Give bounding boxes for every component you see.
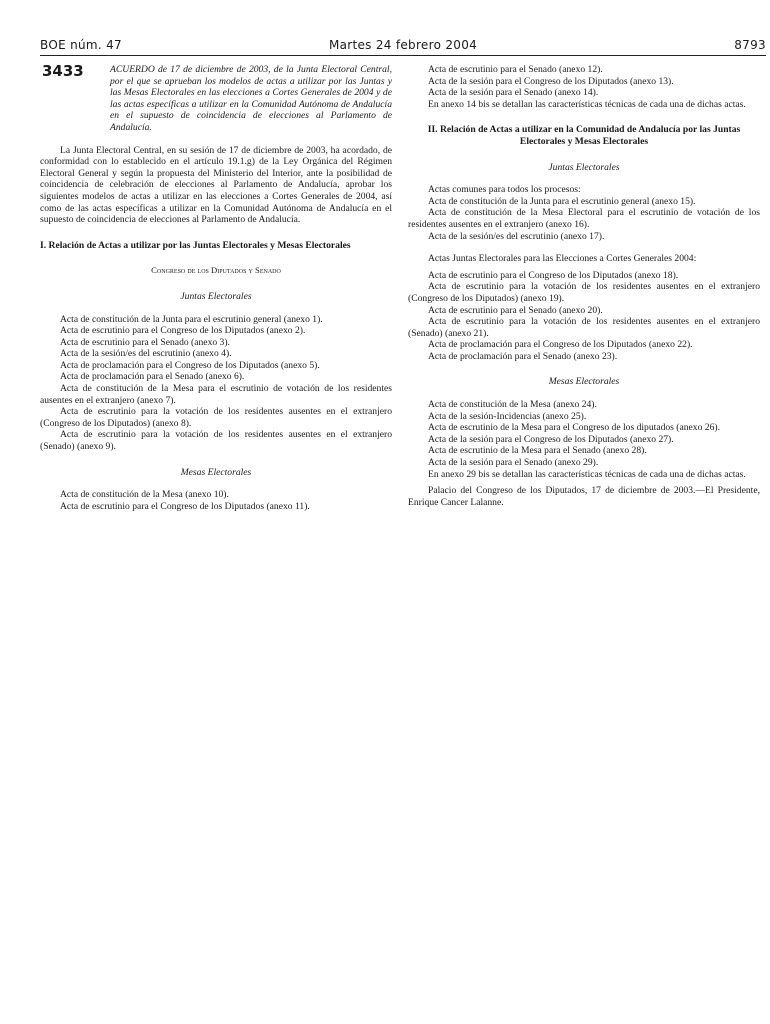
page-number: 8793 [734,38,766,52]
list-item: Acta de constitución de la Junta para el escrutinio general (anexo 15). [428,195,696,207]
list-item: Acta de escrutinio para la votación de los residentes ausentes en el extranjero (Senado) (anexo 21). [408,316,760,339]
list-item: Acta de constitución de la Mesa Electoral para el escrutinio de votación de los residentes ausentes en el extranjero (anexo 16). [408,207,760,230]
common-intro: Actas comunes para todos los procesos: [428,184,581,196]
list-item: Acta de constitución de la Mesa para el escrutinio de votación de los residentes ausentes en el extranjero (anexo 7). [40,383,392,406]
left-column [40,64,392,512]
section-2-heading: II. Relación de Actas a utilizar en la Comunidad de Andalucía por las Juntas Electorales y Mesas Electorales [427,124,741,147]
list-item: Acta de la sesión para el Senado (anexo 14). [428,87,599,99]
disposition-number: 3433 [42,62,84,80]
mesas-heading-1: Mesas Electorales [180,466,252,478]
juntas-heading-1: Juntas Electorales [180,290,252,302]
list-item: Acta de la sesión para el Congreso de los Diputados (anexo 13). [428,75,674,87]
list-item: Acta de constitución de la Mesa (anexo 24). [428,399,597,411]
juntas-heading-2: Juntas Electorales [548,161,620,173]
list-item: Acta de escrutinio para el Congreso de los Diputados (anexo 11). [60,500,310,512]
list-item: Acta de la sesión/es del escrutinio (anexo 17). [428,230,605,242]
right-column [408,64,760,508]
list-item: Acta de proclamación para el Congreso de los Diputados (anexo 5). [60,359,320,371]
signature: Palacio del Congreso de los Diputados, 17 de diciembre de 2003.—El Presidente, Enrique Cancer Lalanne. [408,485,760,508]
list-item: Acta de escrutinio para la votación de los residentes ausentes en el extranjero (Congreso de los Diputados) (anexo 19). [408,281,760,304]
list-item: Acta de proclamación para el Congreso de los Diputados (anexo 22). [428,339,693,351]
mesas-heading-2: Mesas Electorales [548,376,620,388]
disposition-heading [40,64,392,134]
disposition-title: ACUERDO de 17 de diciembre de 2003, de la Junta Electoral Central, por el que se aprueban los modelos de actas a utilizar por las Juntas y las Mesas Electorales en las elecciones a Cortes Generales de 2004 y de las actas específicas a utilizar en la Comunidad Autónoma de Andalucía en el supuesto de coincidencia de elecciones al Parlamento de Andalucía. [110,64,392,133]
intro-paragraph: La Junta Electoral Central, en su sesión de 17 de diciembre de 2003, ha acordado, de conformidad con lo establecido en el artículo 19.1.g) de la Ley Orgánica del Régimen Electoral General y según la propuesta del Ministerio del Interior, ante la posibilidad de coincidencia de celebración de elecciones al Parlamento de Andalucía, aprobar los siguientes modelos de actas a utilizar en las elecciones a Cortes Generales de 2004, así como de las actas específicas a utilizar en la Comunidad Autónoma de Andalucía en el supuesto de coincidencia de elecciones al Parlamento de Andalucía. [40,144,392,226]
list-item: Acta de escrutinio para el Senado (anexo 12). [428,64,603,75]
list-item: Acta de proclamación para el Senado (anexo 23). [428,350,618,362]
section-1-heading: I. Relación de Actas a utilizar por las Juntas Electorales y Mesas Electorales [40,239,351,251]
list-item: Acta de escrutinio de la Mesa para el Senado (anexo 28). [428,445,647,457]
section-2-note: En anexo 29 bis se detallan las características técnicas de cada una de dichas actas. [428,468,746,480]
bulletin-number: BOE núm. 47 [40,38,122,52]
list-item: Acta de la sesión para el Congreso de los Diputados (anexo 27). [428,433,674,445]
list-item: Acta de constitución de la Junta para el escrutinio general (anexo 1). [60,313,323,325]
publication-date: Martes 24 febrero 2004 [328,38,478,52]
header-rule [40,55,766,56]
list-item: Acta de la sesión para el Senado (anexo 29). [428,457,599,469]
section-1-note: En anexo 14 bis se detallan las características técnicas de cada una de dichas actas. [428,98,746,110]
list-item: Acta de escrutinio para la votación de los residentes ausentes en el extranjero (Congreso de los Diputados) (anexo 8). [40,406,392,429]
list-item: Acta de constitución de la Mesa (anexo 10). [60,489,229,501]
list-item: Acta de la sesión-Incidencias (anexo 25). [428,410,587,422]
list-item: Acta de escrutinio para el Senado (anexo 3). [60,336,230,348]
list-item: Acta de la sesión/es del escrutinio (anexo 4). [60,348,232,360]
page-header [40,38,766,54]
section-1-subheading: Congreso de los Diputados y Senado [151,265,281,276]
list-item: Acta de escrutinio para el Congreso de los Diputados (anexo 18). [428,269,679,281]
list-item: Acta de escrutinio de la Mesa para el Congreso de los diputados (anexo 26). [428,422,720,434]
list-item: Acta de proclamación para el Senado (anexo 6). [60,371,245,383]
list-item: Acta de escrutinio para la votación de los residentes ausentes en el extranjero (Senado) (anexo 9). [40,429,392,453]
cortes-intro: Actas Juntas Electorales para las Elecciones a Cortes Generales 2004: [428,253,697,265]
list-item: Acta de escrutinio para el Congreso de los Diputados (anexo 2). [60,325,306,337]
list-item: Acta de escrutinio para el Senado (anexo 20). [428,304,603,316]
